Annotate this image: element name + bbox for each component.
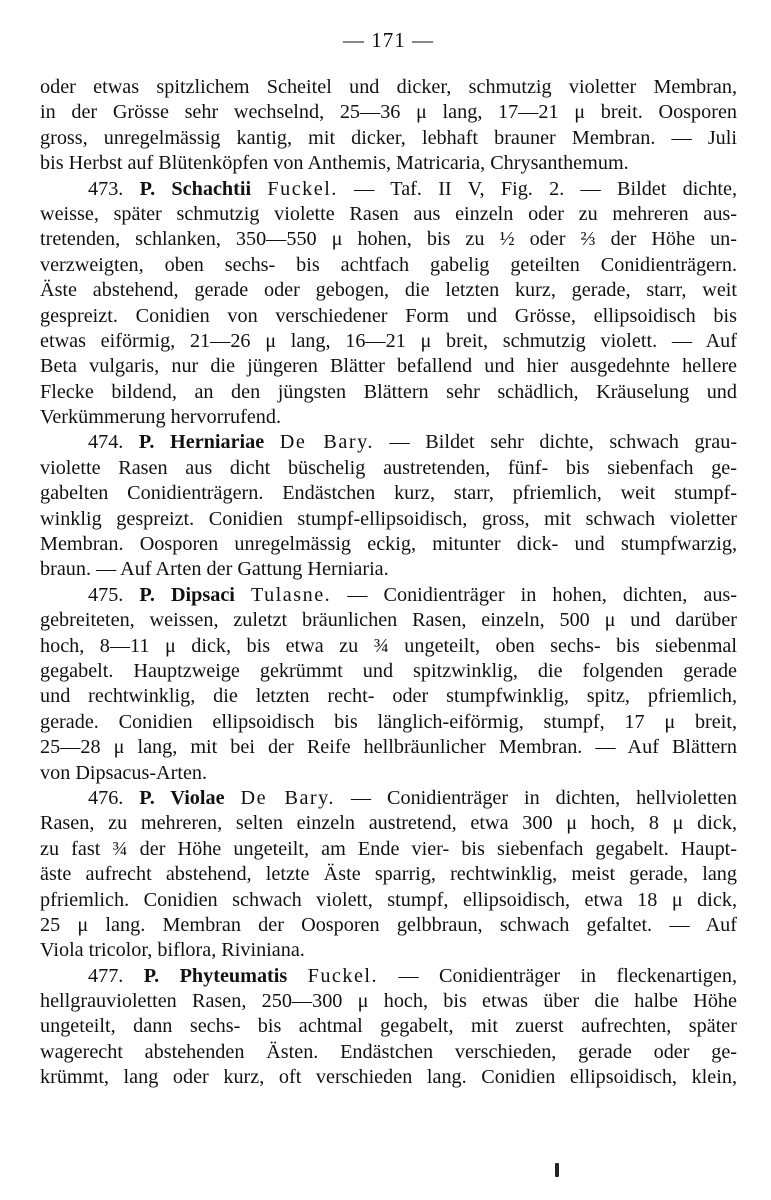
text-line: 25—28 μ lang, mit bei der Reife hellbräunlicher Membran. — Auf Blättern (40, 736, 737, 759)
page-number: — 171 — (343, 28, 434, 52)
text-line: äste aufrecht abstehend, letzte Äste sparrig, rechtwinklig, meist gerade, lang (40, 863, 737, 886)
species-author: Fuckel. (267, 177, 338, 200)
text-line: gerade. Conidien ellipsoidisch bis länglich-eiförmig, stumpf, 17 μ breit, (40, 710, 737, 733)
species-name: P. Dipsaci (139, 583, 235, 606)
species-author: De Bary. (240, 786, 335, 809)
text-line: Membran. Oosporen unregelmässig eckig, mitunter dick- und stumpfwarzig, (40, 533, 737, 556)
text-line: gross, unregelmässig kantig, mit dicker, lebhaft brauner Membran. — Juli (40, 126, 737, 149)
text-line: und rechtwinklig, die letzten recht- oder stumpfwinklig, spitz, pfriemlich, (40, 685, 737, 708)
text-line: weisse, später schmutzig violette Rasen aus einzeln oder zu mehreren aus- (40, 202, 737, 225)
ink-mark (555, 1163, 559, 1177)
species-name: P. Schachtii (139, 177, 252, 200)
text-line: violette Rasen aus dicht büschelig austretenden, fünf- bis siebenfach ge- (40, 456, 737, 479)
entry-text: — Conidienträger in hohen, dichten, aus- (347, 583, 738, 606)
entry-number: 475. (88, 583, 124, 606)
text-line: pfriemlich. Conidien schwach violett, stumpf, ellipsoidisch, etwa 18 μ dick, (40, 888, 737, 911)
text-line: gabelten Conidienträgern. Endästchen kurz, starr, pfriemlich, weit stumpf- (40, 482, 737, 505)
text-line: gegabelt. Hauptzweige gekrümmt und spitzwinklig, die folgenden gerade (40, 659, 737, 682)
text-line: krümmt, lang oder kurz, oft verschieden lang. Conidien ellipsoidisch, klein, (40, 1066, 737, 1089)
entry-text: — Taf. II V, Fig. 2. — Bildet dichte, (354, 177, 738, 200)
species-name: P. Phyteumatis (143, 964, 288, 987)
text-line: zu fast ¾ der Höhe ungeteilt, am Ende vier- bis siebenfach gegabelt. Haupt- (40, 837, 737, 860)
species-name: P. Herniariae (138, 431, 265, 454)
text-line: gebreiteten, weissen, zuletzt bräunlichen Rasen, einzeln, 500 μ und darüber (40, 609, 737, 632)
text-line: Rasen, zu mehreren, selten einzeln austretend, etwa 300 μ hoch, 8 μ dick, (40, 812, 737, 835)
entry-text: — Bildet sehr dichte, schwach grau- (389, 431, 738, 454)
text-line: in der Grösse sehr wechselnd, 25—36 μ lang, 17—21 μ breit. Oosporen (40, 101, 737, 124)
text-line: Verkümmerung hervorrufend. (40, 406, 282, 429)
text-line: braun. — Auf Arten der Gattung Herniaria. (40, 558, 389, 581)
entry-number: 473. (88, 177, 124, 200)
text-line: ungeteilt, dann sechs- bis achtmal gegabelt, mit zuerst aufrechten, später (40, 1015, 737, 1038)
species-entry-heading (40, 177, 737, 202)
text-line: gespreizt. Conidien von verschiedener Form und Grösse, ellipsoidisch bis (40, 304, 737, 327)
species-entry-heading (40, 583, 737, 608)
species-author: Fuckel. (307, 964, 379, 987)
text-line: etwas eiförmig, 21—26 μ lang, 16—21 μ breit, schmutzig violett. — Auf (40, 329, 737, 352)
entry-text: — Conidienträger in fleckenartigen, (398, 964, 737, 987)
text-line: tretenden, schlanken, 350—550 μ hohen, bis zu ½ oder ⅔ der Höhe un- (40, 228, 737, 251)
text-line: wagerecht abstehenden Ästen. Endästchen verschieden, gerade oder ge- (40, 1040, 737, 1063)
entry-number: 476. (88, 786, 124, 809)
entry-number: 474. (88, 431, 124, 454)
text-line: Flecke bildend, an den jüngsten Blättern sehr schädlich, Kräuselung und (40, 380, 737, 403)
species-author: De Bary. (279, 431, 374, 454)
species-author: Tulasne. (250, 583, 332, 606)
entry-number: 477. (88, 964, 124, 987)
species-entry-heading (40, 786, 737, 811)
text-line: hoch, 8—11 μ dick, bis etwa zu ¾ ungeteilt, oben sechs- bis siebenmal (40, 634, 737, 657)
text-line: 25 μ lang. Membran der Oosporen gelbbraun, schwach gefaltet. — Auf (40, 913, 737, 936)
text-line: Viola tricolor, biflora, Riviniana. (40, 939, 305, 962)
text-line: winklig gespreizt. Conidien stumpf-ellipsoidisch, gross, mit schwach violetter (40, 507, 737, 530)
text-line: bis Herbst auf Blütenköpfen von Anthemis, Matricaria, Chrysanthemum. (40, 152, 629, 175)
text-line: oder etwas spitzlichem Scheitel und dicker, schmutzig violetter Membran, (40, 76, 737, 98)
text-line: verzweigten, oben sechs- bis achtfach gabelig geteilten Conidienträgern. (40, 253, 737, 276)
text-line: von Dipsacus-Arten. (40, 761, 208, 784)
text-body (40, 75, 737, 1091)
species-entry-heading (40, 964, 737, 989)
document-page (40, 28, 737, 1091)
species-entry-heading (40, 430, 737, 455)
text-line: Äste abstehend, gerade oder gebogen, die letzten kurz, gerade, starr, weit (40, 279, 737, 302)
text-line: hellgrauvioletten Rasen, 250—300 μ hoch, bis etwas über die halbe Höhe (40, 990, 737, 1013)
entry-text: — Conidienträger in dichten, hellvioletten (350, 786, 737, 809)
species-name: P. Violae (139, 786, 225, 809)
text-line: Beta vulgaris, nur die jüngeren Blätter befallend und hier ausgedehnte hellere (40, 355, 737, 378)
